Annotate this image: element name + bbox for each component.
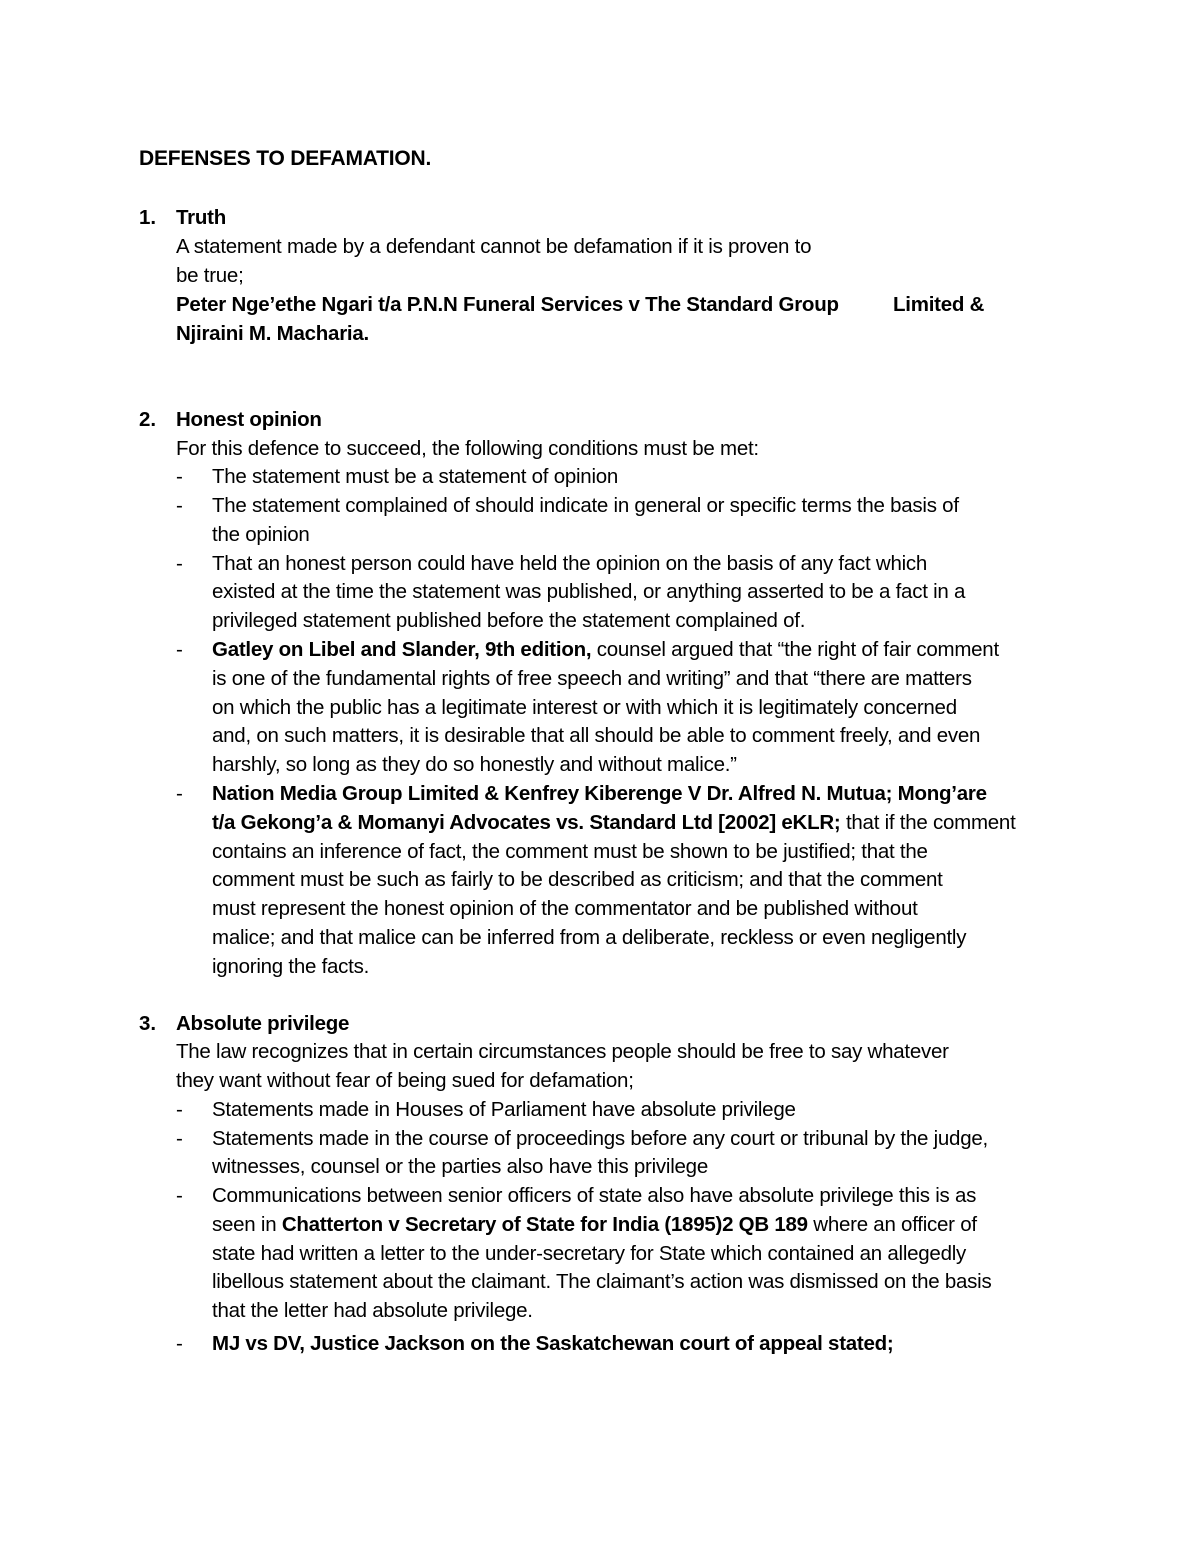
bullet-line: that the letter had absolute privilege. — [212, 1299, 533, 1322]
section-heading: Truth — [176, 206, 226, 229]
bullet-line: witnesses, counsel or the parties also have this privilege — [212, 1155, 708, 1178]
bullet-line: privileged statement published before the statement complained of. — [212, 609, 806, 632]
case-citation: Peter Nge’ethe Ngari t/a P.N.N Funeral Services v The Standard Group — [176, 293, 839, 316]
bullet-line: and, on such matters, it is desirable that all should be able to comment freely, and even — [212, 724, 981, 747]
bullet-line — [212, 638, 999, 662]
bullet-marker: - — [176, 1127, 183, 1150]
section-heading: Honest opinion — [176, 408, 322, 431]
case-citation: MJ vs DV, Justice Jackson on the Saskatchewan court of appeal stated; — [212, 1332, 894, 1355]
bullet-line — [212, 1213, 977, 1237]
bullet-line: ignoring the facts. — [212, 955, 370, 978]
bullet-line: libellous statement about the claimant. The claimant’s action was dismissed on the basis — [212, 1270, 992, 1293]
bullet-line: malice; and that malice can be inferred from a deliberate, reckless or even negligently — [212, 926, 967, 949]
bullet-marker: - — [176, 465, 183, 488]
paragraph-line: be true; — [176, 264, 244, 287]
bullet-line: harshly, so long as they do so honestly and without malice.” — [212, 753, 737, 776]
section-heading: Absolute privilege — [176, 1012, 350, 1035]
bullet-text: that if the comment — [840, 811, 1016, 834]
bullet-line: is one of the fundamental rights of free speech and writing” and that “there are matters — [212, 667, 972, 690]
case-citation: Nation Media Group Limited & Kenfrey Kiberenge V Dr. Alfred N. Mutua; Mong’are — [212, 782, 987, 805]
page-title: DEFENSES TO DEFAMATION. — [139, 147, 432, 170]
bullet-line: the opinion — [212, 523, 310, 546]
bullet-marker: - — [176, 638, 183, 661]
paragraph-line: For this defence to succeed, the following conditions must be met: — [176, 437, 759, 460]
bullet-line: contains an inference of fact, the comment must be shown to be justified; that the — [212, 840, 928, 863]
case-citation: t/a Gekong’a & Momanyi Advocates vs. Standard Ltd [2002] eKLR; — [212, 811, 841, 834]
bullet-line: must represent the honest opinion of the commentator and be published without — [212, 897, 918, 920]
bullet-line: Communications between senior officers of state also have absolute privilege this is as — [212, 1184, 977, 1207]
bullet-line: existed at the time the statement was published, or anything asserted to be a fact in a — [212, 580, 966, 603]
bullet-line: The statement complained of should indicate in general or specific terms the basis of — [212, 494, 959, 517]
case-citation: Chatterton v Secretary of State for India (1895)2 QB 189 — [281, 1213, 808, 1236]
bullet-line: Statements made in Houses of Parliament have absolute privilege — [212, 1098, 796, 1121]
bullet-line: Statements made in the course of proceedings before any court or tribunal by the judge, — [212, 1127, 988, 1150]
section-number: 3. — [139, 1012, 157, 1035]
bullet-line: on which the public has a legitimate interest or with which it is legitimately concerned — [212, 696, 957, 719]
section-number: 1. — [139, 206, 157, 229]
bullet-line: The statement must be a statement of opinion — [212, 465, 619, 488]
bullet-line: state had written a letter to the under-secretary for State which contained an allegedly — [212, 1242, 967, 1265]
bullet-text: seen in — [212, 1213, 282, 1236]
case-citation: Gatley on Libel and Slander, 9th edition, — [212, 638, 592, 661]
bullet-marker: - — [176, 782, 183, 805]
bullet-marker: - — [176, 1332, 183, 1355]
bullet-text: where an officer of — [807, 1213, 977, 1236]
bullet-marker: - — [176, 552, 183, 575]
bullet-text: counsel argued that “the right of fair comment — [591, 638, 999, 661]
bullet-marker: - — [176, 1184, 183, 1207]
bullet-marker: - — [176, 1098, 183, 1121]
bullet-line: comment must be such as fairly to be described as criticism; and that the comment — [212, 868, 943, 891]
paragraph-line: they want without fear of being sued for defamation; — [176, 1069, 634, 1092]
bullet-line: That an honest person could have held the opinion on the basis of any fact which — [212, 552, 928, 575]
paragraph-line: A statement made by a defendant cannot be defamation if it is proven to — [176, 235, 812, 258]
case-citation: Limited & — [893, 293, 985, 316]
section-number: 2. — [139, 408, 157, 431]
case-citation: Njiraini M. Macharia. — [176, 322, 369, 345]
paragraph-line: The law recognizes that in certain circumstances people should be free to say whatever — [176, 1040, 949, 1063]
bullet-line — [212, 811, 1016, 835]
bullet-marker: - — [176, 494, 183, 517]
